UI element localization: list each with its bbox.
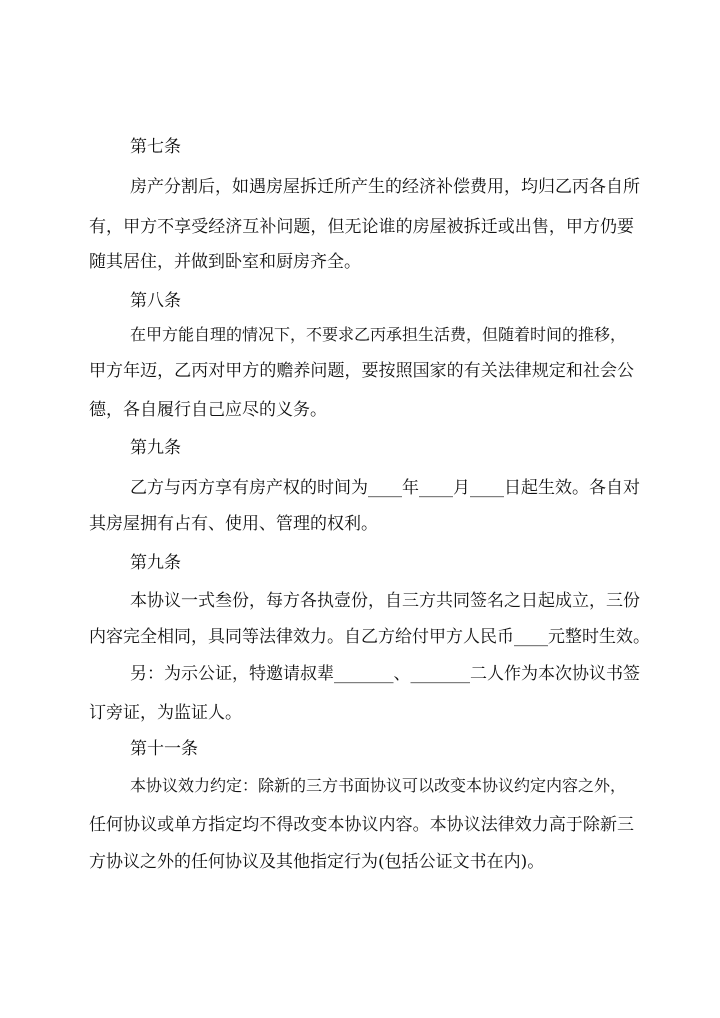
article-9-line-2: 其房屋拥有占有、使用、管理的权利。 bbox=[89, 514, 378, 534]
article-8-line-1: 在甲方能自理的情况下，不要求乙丙承担生活费，但随着时间的推移， bbox=[130, 325, 627, 344]
article-8-heading: 第八条 bbox=[130, 291, 181, 311]
article-9-line-1: 乙方与丙方享有房产权的时间为____年____月____日起生效。各自对 bbox=[130, 478, 640, 498]
article-7-line-2: 有，甲方不享受经济互补问题，但无论谁的房屋被拆迁或出售，甲方仍要 bbox=[89, 217, 634, 237]
article-11-line-1: 本协议效力约定：除新的三方书面协议可以改变本协议约定内容之外， bbox=[130, 776, 627, 795]
article-9-repeat-heading: 第九条 bbox=[130, 553, 181, 573]
article-8-line-2: 甲方年迈，乙丙对甲方的赡养问题，要按照国家的有关法律规定和社会公 bbox=[89, 361, 634, 381]
article-7-heading: 第七条 bbox=[130, 137, 181, 157]
article-7-line-1: 房产分割后，如遇房屋拆迁所产生的经济补偿费用，均归乙丙各自所 bbox=[130, 177, 640, 197]
article-9-repeat-line-1: 本协议一式叁份，每方各执壹份，自三方共同签名之日起成立，三份 bbox=[130, 591, 640, 611]
article-9-heading: 第九条 bbox=[130, 438, 181, 458]
article-11-line-2: 任何协议或单方指定均不得改变本协议内容。本协议法律效力高于除新三 bbox=[89, 815, 634, 835]
article-11-heading: 第十一条 bbox=[130, 739, 198, 759]
article-9-repeat-line-2: 内容完全相同，具同等法律效力。自乙方给付甲方人民币____元整时生效。 bbox=[89, 627, 650, 647]
witness-line-1: 另：为示公证，特邀请叔辈_______、_______二人作为本次协议书签 bbox=[130, 664, 640, 684]
article-8-line-3: 德，各自履行自己应尽的义务。 bbox=[89, 400, 327, 420]
article-11-line-3: 方协议之外的任何协议及其他指定行为(包括公证文书在内)。 bbox=[89, 852, 545, 872]
witness-line-2: 订旁证，为监证人。 bbox=[89, 703, 242, 723]
article-7-line-3: 随其居住，并做到卧室和厨房齐全。 bbox=[89, 252, 361, 272]
